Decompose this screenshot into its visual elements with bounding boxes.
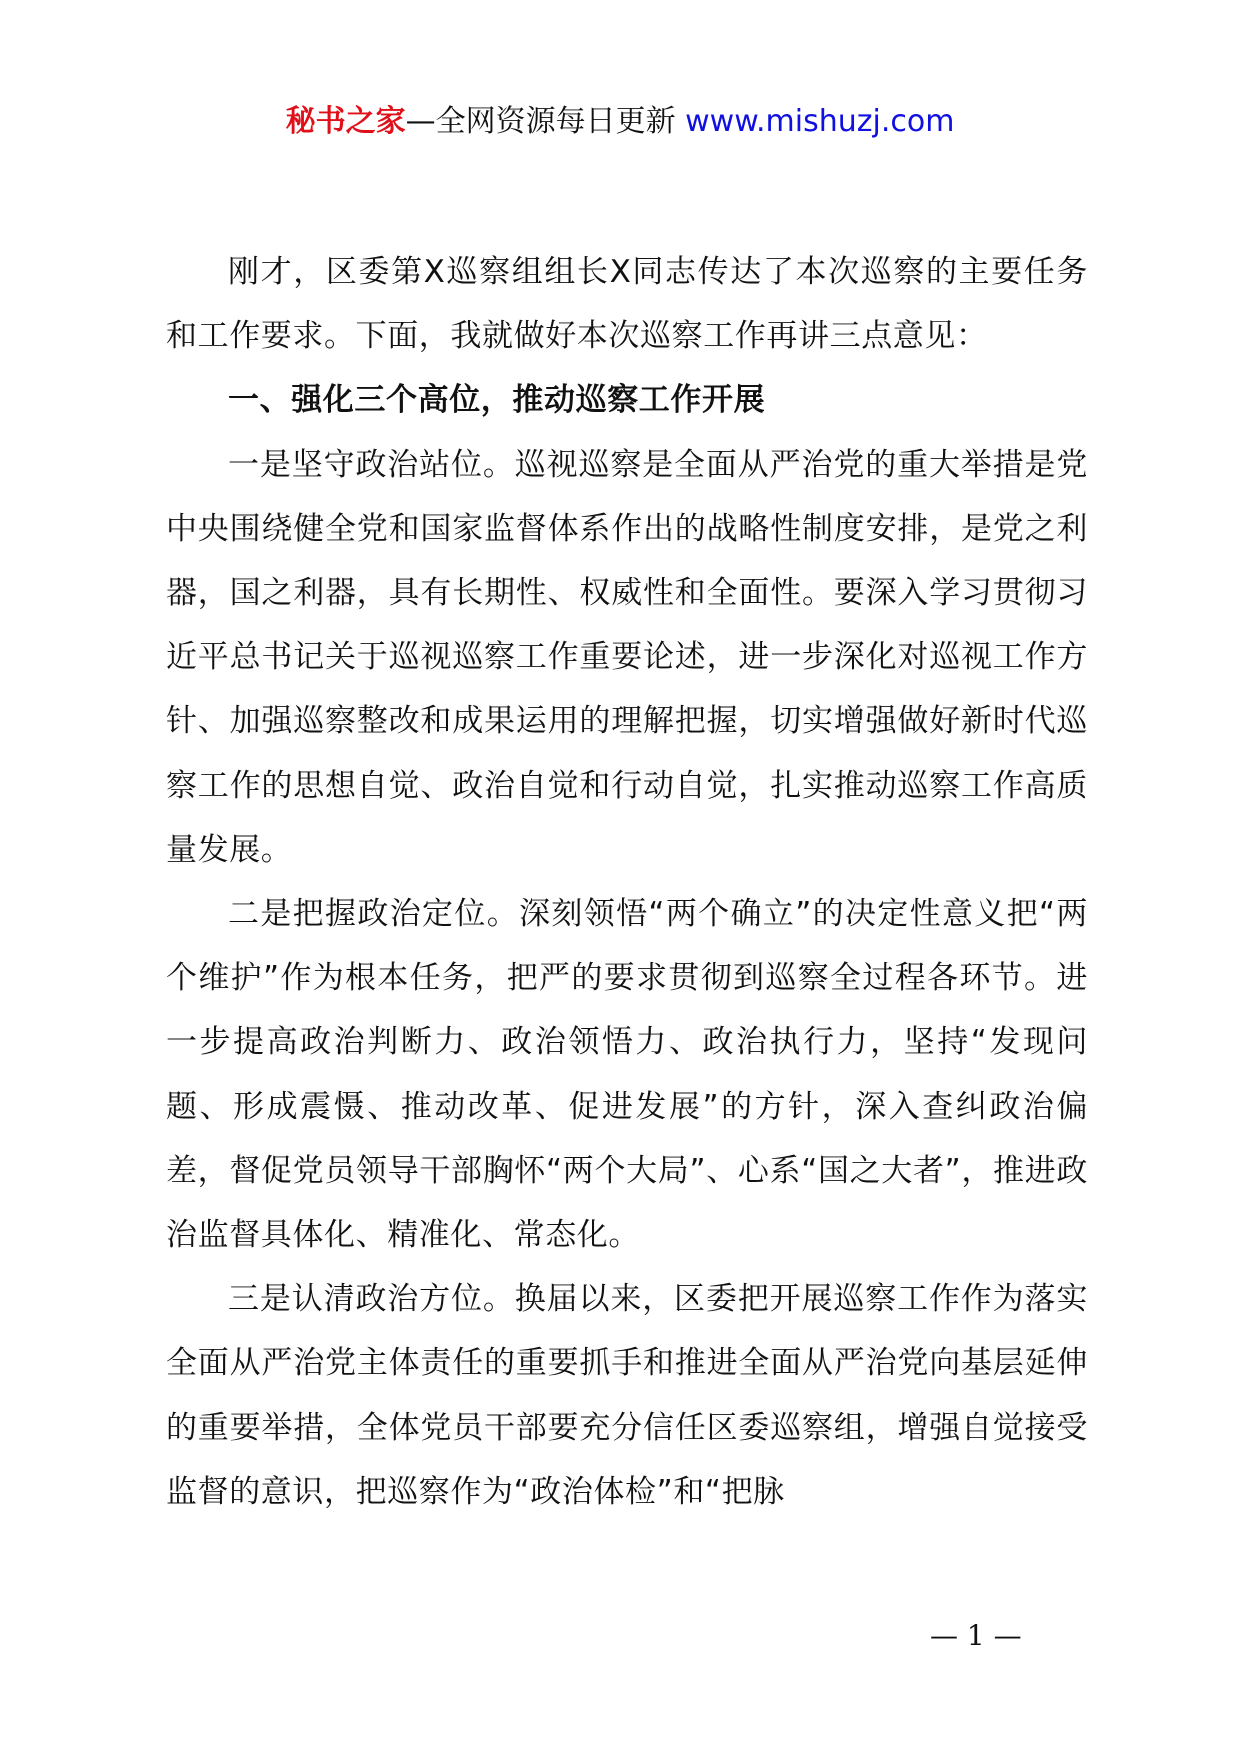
paragraph-political-orientation: 三是认清政治方位。换届以来，区委把开展巡察工作作为落实全面从严治党主体责任的重要抓手和推进全面从严治党向基层延伸的重要举措，全体党员干部要充分信任区委巡察组，增强自觉接受监督的意识，把巡察作为“政治体检”和“把脉 [166,1281,1088,1510]
document-body [166,240,1088,1524]
paragraph-political-stance: 一是坚守政治站位。巡视巡察是全面从严治党的重大举措是党中央围绕健全党和国家监督体系作出的战略性制度安排，是党之利器，国之利器，具有长期性、权威性和全面性。要深入学习贯彻习近平总书记关于巡视巡察工作重要论述，进一步深化对巡视工作方针、加强巡察整改和成果运用的理解把握，切实增强做好新时代巡察工作的思想自觉、政治自觉和行动自觉，扎实推动巡察工作高质量发展。 [166,446,1088,868]
page-number: — 1 — [930,1619,1022,1652]
site-header [0,100,1240,144]
paragraph-political-positioning: 二是把握政治定位。深刻领悟“两个确立”的决定性意义把“两个维护”作为根本任务，把严的要求贯彻到巡察全过程各环节。进一步提高政治判断力、政治领悟力、政治执行力，坚持“发现问题、形成震慑、推动改革、促进发展”的方针，深入查纠政治偏差，督促党员领导干部胸怀“两个大局”、心系“国之大者”，推进政治监督具体化、精准化、常态化。 [166,896,1088,1254]
intro-paragraph: 刚才，区委第X巡察组组长X同志传达了本次巡察的主要任务和工作要求。下面，我就做好本次巡察工作再讲三点意见： [166,254,1088,355]
section-heading: 一、强化三个高位，推动巡察工作开展 [228,382,766,419]
brand-name: 秘书之家 [285,104,406,139]
site-url[interactable]: www.mishuzj.com [685,104,955,139]
header-tagline: —全网资源每日更新 [405,104,686,139]
